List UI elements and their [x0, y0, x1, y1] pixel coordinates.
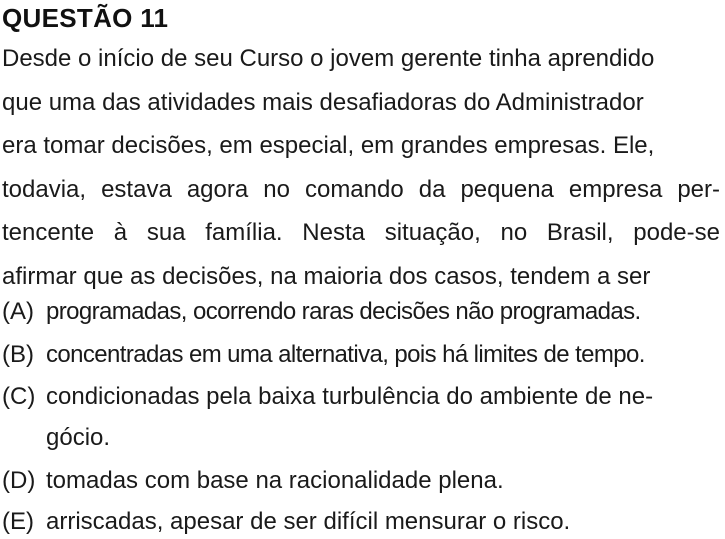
option-b-letter: (B) — [2, 341, 34, 368]
option-a-text: programadas, ocorrendo raras decisões não programadas. — [46, 298, 641, 325]
question-title: QUESTÃO 11 — [2, 3, 169, 33]
option-b — [2, 339, 645, 371]
option-c-letter: (C) — [2, 383, 36, 410]
stem-line-4: todavia, estava agora no comando da pequena empresa per- — [2, 176, 720, 203]
stem-line-1: Desde o início de seu Curso o jovem gerente tinha aprendido — [2, 45, 655, 72]
option-a-letter: (A) — [2, 298, 34, 325]
option-a — [2, 296, 641, 328]
stem-line-6: afirmar que as decisões, na maioria dos casos, tendem a ser — [2, 263, 651, 290]
option-c — [2, 381, 653, 413]
option-e — [2, 506, 570, 538]
option-d-text: tomadas com base na racionalidade plena. — [46, 467, 504, 494]
stem-line-2: que uma das atividades mais desafiadoras do Administrador — [2, 89, 644, 116]
option-c-continuation: gócio. — [46, 424, 111, 451]
option-c-text: condicionadas pela baixa turbulência do ambiente de ne- — [46, 383, 654, 410]
option-d-letter: (D) — [2, 467, 36, 494]
option-e-text: arriscadas, apesar de ser difícil mensurar o risco. — [46, 508, 571, 535]
stem-line-3: era tomar decisões, em especial, em grandes empresas. Ele, — [2, 132, 655, 159]
stem-line-5: tencente à sua família. Nesta situação, no Brasil, pode-se — [2, 219, 720, 246]
option-d — [2, 465, 504, 497]
option-b-text: concentradas em uma alternativa, pois há limites de tempo. — [46, 341, 645, 368]
option-e-letter: (E) — [2, 508, 34, 535]
